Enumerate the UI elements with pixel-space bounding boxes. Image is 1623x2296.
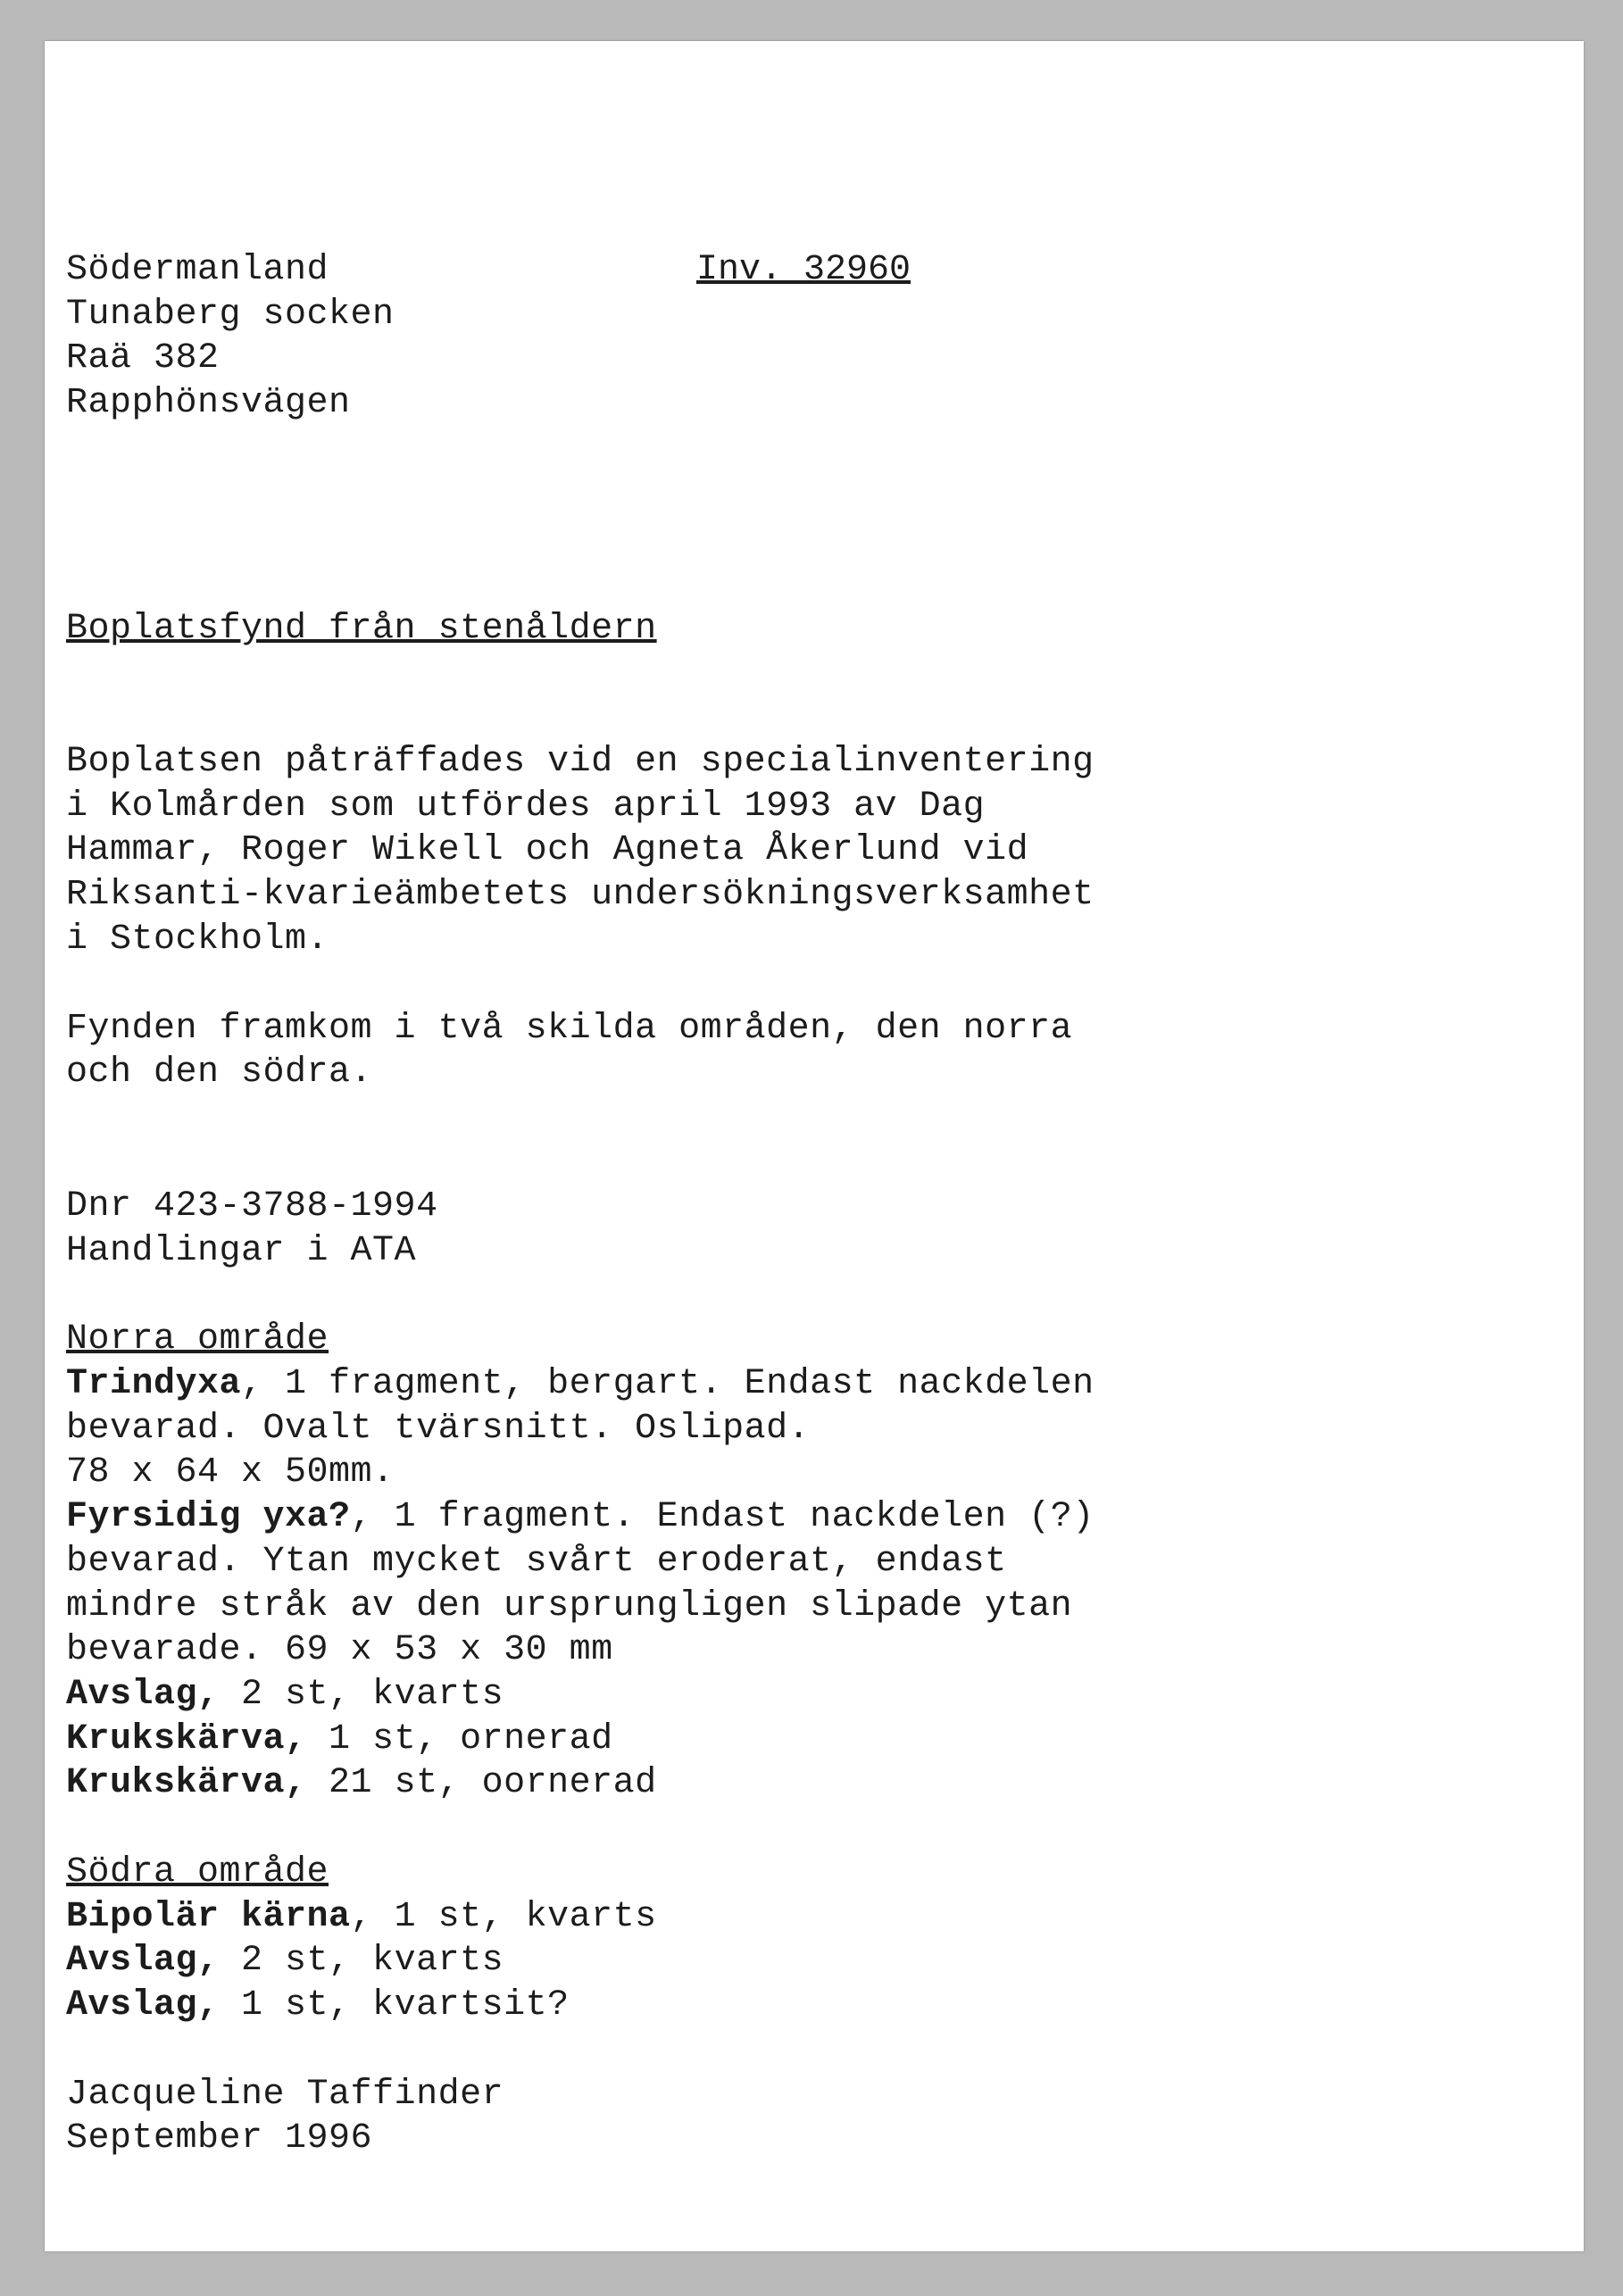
find-desc: 2 st, kvarts bbox=[219, 1941, 504, 1981]
south-item-1 bbox=[66, 1895, 657, 1940]
find-desc: 21 st, oornerad bbox=[306, 1763, 657, 1803]
place-line: Rapphönsvägen bbox=[66, 383, 351, 423]
find-desc: , 1 fragment. Endast nackdelen (?) bbox=[350, 1497, 1094, 1537]
find-name: Avslag, bbox=[66, 1941, 220, 1981]
find-desc: 1 st, kvartsit? bbox=[219, 1985, 570, 2026]
north-item-4 bbox=[66, 1718, 613, 1762]
dnr-line: Dnr 423-3788-1994 bbox=[66, 1186, 438, 1227]
signature-author: Jacqueline Taffinder bbox=[66, 2075, 504, 2115]
find-name: Avslag, bbox=[66, 1675, 220, 1715]
find-desc: , 1 st, kvarts bbox=[350, 1897, 657, 1937]
find-name: Avslag, bbox=[66, 1985, 220, 2026]
signature-date: September 1996 bbox=[66, 2118, 373, 2159]
intro-line-2: i Kolmården som utfördes april 1993 av Dag bbox=[66, 786, 986, 827]
north-item-5 bbox=[66, 1761, 657, 1806]
intro-line-5: i Stockholm. bbox=[66, 919, 329, 960]
north-line-7: bevarade. 69 x 53 x 30 mm bbox=[66, 1630, 613, 1670]
find-desc: 2 st, kvarts bbox=[219, 1675, 504, 1715]
north-item-2 bbox=[66, 1495, 1094, 1540]
south-item-2 bbox=[66, 1939, 504, 1984]
north-item-3 bbox=[66, 1673, 504, 1718]
north-heading: Norra område bbox=[66, 1319, 329, 1360]
intro-line-4: Riksanti-kvarieämbetets undersökningsverksamhet bbox=[66, 875, 1094, 915]
areas-note-line-2: och den södra. bbox=[66, 1052, 373, 1093]
north-line-3: 78 x 64 x 50mm. bbox=[66, 1452, 395, 1493]
north-item-1 bbox=[66, 1362, 1094, 1407]
parish-line: Tunaberg socken bbox=[66, 295, 395, 335]
raa-line: Raä 382 bbox=[66, 338, 220, 379]
areas-note-line-1: Fynden framkom i två skilda områden, den norra bbox=[66, 1009, 1073, 1049]
find-name: Trindyxa bbox=[66, 1364, 242, 1404]
province-line: Södermanland bbox=[66, 250, 329, 290]
south-item-3 bbox=[66, 1984, 570, 2028]
find-name: Krukskärva, bbox=[66, 1763, 307, 1803]
find-name: Fyrsidig yxa? bbox=[66, 1497, 351, 1537]
find-desc: , 1 fragment, bergart. Endast nackdelen bbox=[241, 1364, 1094, 1404]
find-name: Bipolär kärna bbox=[66, 1897, 351, 1937]
south-heading: Södra område bbox=[66, 1852, 329, 1893]
inventory-number: Inv. 32960 bbox=[696, 250, 911, 290]
north-line-2: bevarad. Ovalt tvärsnitt. Oslipad. bbox=[66, 1409, 811, 1449]
document-page bbox=[45, 41, 1584, 2251]
intro-line-3: Hammar, Roger Wikell och Agneta Åkerlund vid bbox=[66, 830, 1029, 870]
intro-line-1: Boplatsen påträffades vid en specialinventering bbox=[66, 742, 1094, 782]
page-title: Boplatsfynd från stenåldern bbox=[66, 609, 657, 649]
find-desc: 1 st, ornerad bbox=[306, 1719, 613, 1759]
north-line-6: mindre stråk av den ursprungligen slipade ytan bbox=[66, 1586, 1073, 1626]
handlingar-line: Handlingar i ATA bbox=[66, 1231, 417, 1271]
north-line-5: bevarad. Ytan mycket svårt eroderat, endast bbox=[66, 1542, 1007, 1582]
find-name: Krukskärva, bbox=[66, 1719, 307, 1759]
